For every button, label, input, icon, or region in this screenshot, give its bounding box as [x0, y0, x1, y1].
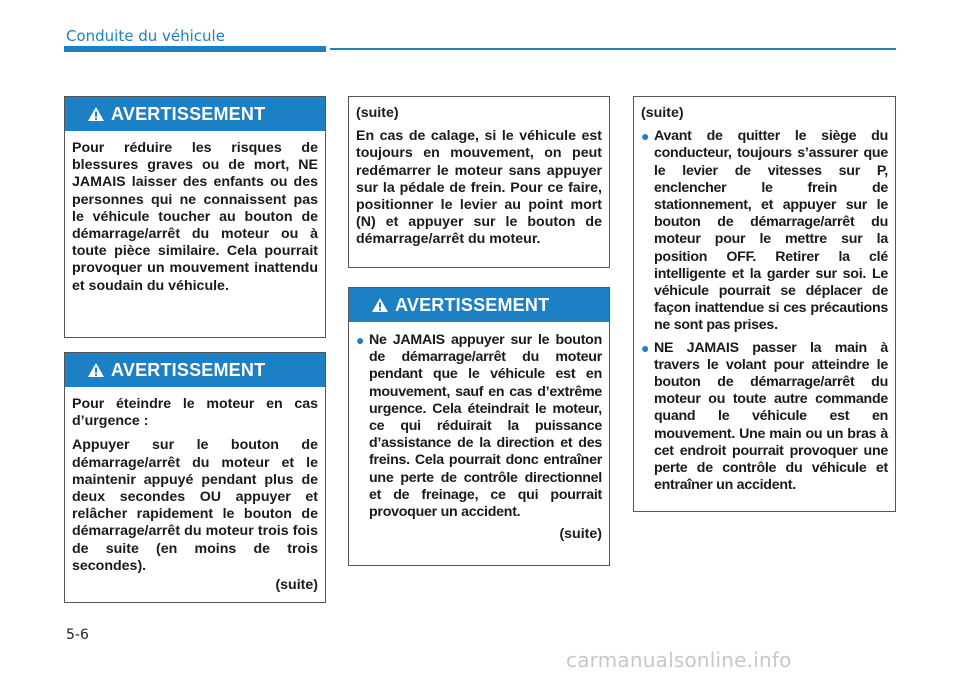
warning-box-header	[65, 97, 325, 131]
warning-text-intro: Pour éteindre le moteur en cas d’urgence :	[72, 396, 318, 430]
warning-triangle-icon	[371, 297, 389, 313]
watermark: carmanualsonline.info	[566, 648, 792, 672]
warning-label: AVERTISSEMENT	[395, 294, 550, 315]
continued-label: (suite)	[559, 526, 602, 543]
warning-box-header	[349, 288, 609, 322]
bullet-text: NE JAMAIS passer la main à travers le volant pour atteindre le bouton de démarrage/arrêt du moteur ou toute autre commande quand le véhicule est en mouvement. Une main ou un bras à cet endroit pourrait provoquer une perte de contrôle du véhicule et entraîner un accident.	[654, 339, 888, 494]
bullet-dot-icon: ●	[356, 332, 365, 348]
warning-box-moving-vehicle	[348, 287, 610, 566]
warning-label: AVERTISSEMENT	[111, 103, 266, 124]
warning-triangle-icon	[87, 362, 105, 378]
list-item	[356, 332, 602, 521]
warning-box-emergency-stop	[64, 352, 326, 603]
continued-box-stall	[348, 96, 610, 268]
continued-box-precautions	[633, 96, 896, 512]
continued-label: (suite)	[275, 577, 318, 594]
warning-box-children	[64, 96, 326, 338]
suite-label: (suite)	[356, 105, 399, 121]
section-title: Conduite du véhicule	[66, 27, 225, 45]
bullet-text: Avant de quitter le siège du conducteur, toujours s’assurer que le levier de vitesses sur P, enclencher le frein de stationnement, et appuyer sur le bouton de démarrage/arrêt du moteur pour le mettre sur la position OFF. Retirer la clé intelligente et la garder sur soi. Le véhicule pourrait se déplacer de façon inattendue si ces précautions ne sont pas prises.	[654, 128, 888, 334]
continued-text: En cas de calage, si le véhicule est toujours en mouvement, on peut redémarrer le moteur sans appuyer sur la pédale de frein. Pour ce faire, positionner le levier au point mort (N) et appuyer sur le bouton de démarrage/arrêt du moteur.	[356, 128, 602, 248]
header-rule-thin	[330, 48, 896, 50]
warning-box-header	[65, 353, 325, 387]
warning-text: Pour réduire les risques de blessures graves ou de mort, NE JAMAIS laisser des enfants ou des personnes qui ne connaissent pas le véhicule toucher au bouton de démarrage/arrêt du moteur ou à toute pièce similaire. Cela pourrait provoquer un mouvement inattendu et soudain du véhicule.	[72, 140, 318, 294]
bullet-dot-icon: ●	[641, 339, 650, 356]
bullet-text: Ne JAMAIS appuyer sur le bouton de démarrage/arrêt du moteur pendant que le véhicule est en mouvement, sauf en cas d’extrême urgence. Cela éteindrait le moteur, ce qui réduirait la puissance d’assistance de la direction et des freins. Cela pourrait donc entraîner une perte de contrôle directionnel et de freinage, ce qui pourrait provoquer un accident.	[369, 332, 602, 521]
suite-label: (suite)	[641, 105, 684, 121]
header-rule-thick	[64, 46, 326, 52]
list-item	[641, 340, 888, 495]
list-item	[641, 128, 888, 334]
warning-label: AVERTISSEMENT	[111, 359, 266, 380]
page-number: 5-6	[66, 627, 89, 643]
warning-text-instructions: Appuyer sur le bouton de démarrage/arrêt du moteur et le maintenir appuyé pendant plus de deux secondes OU appuyer et relâcher rapidement le bouton de démarrage/arrêt du moteur trois fois de suite (en moins de trois secondes).	[72, 437, 318, 574]
bullet-dot-icon: ●	[641, 128, 650, 145]
warning-triangle-icon	[87, 106, 105, 122]
